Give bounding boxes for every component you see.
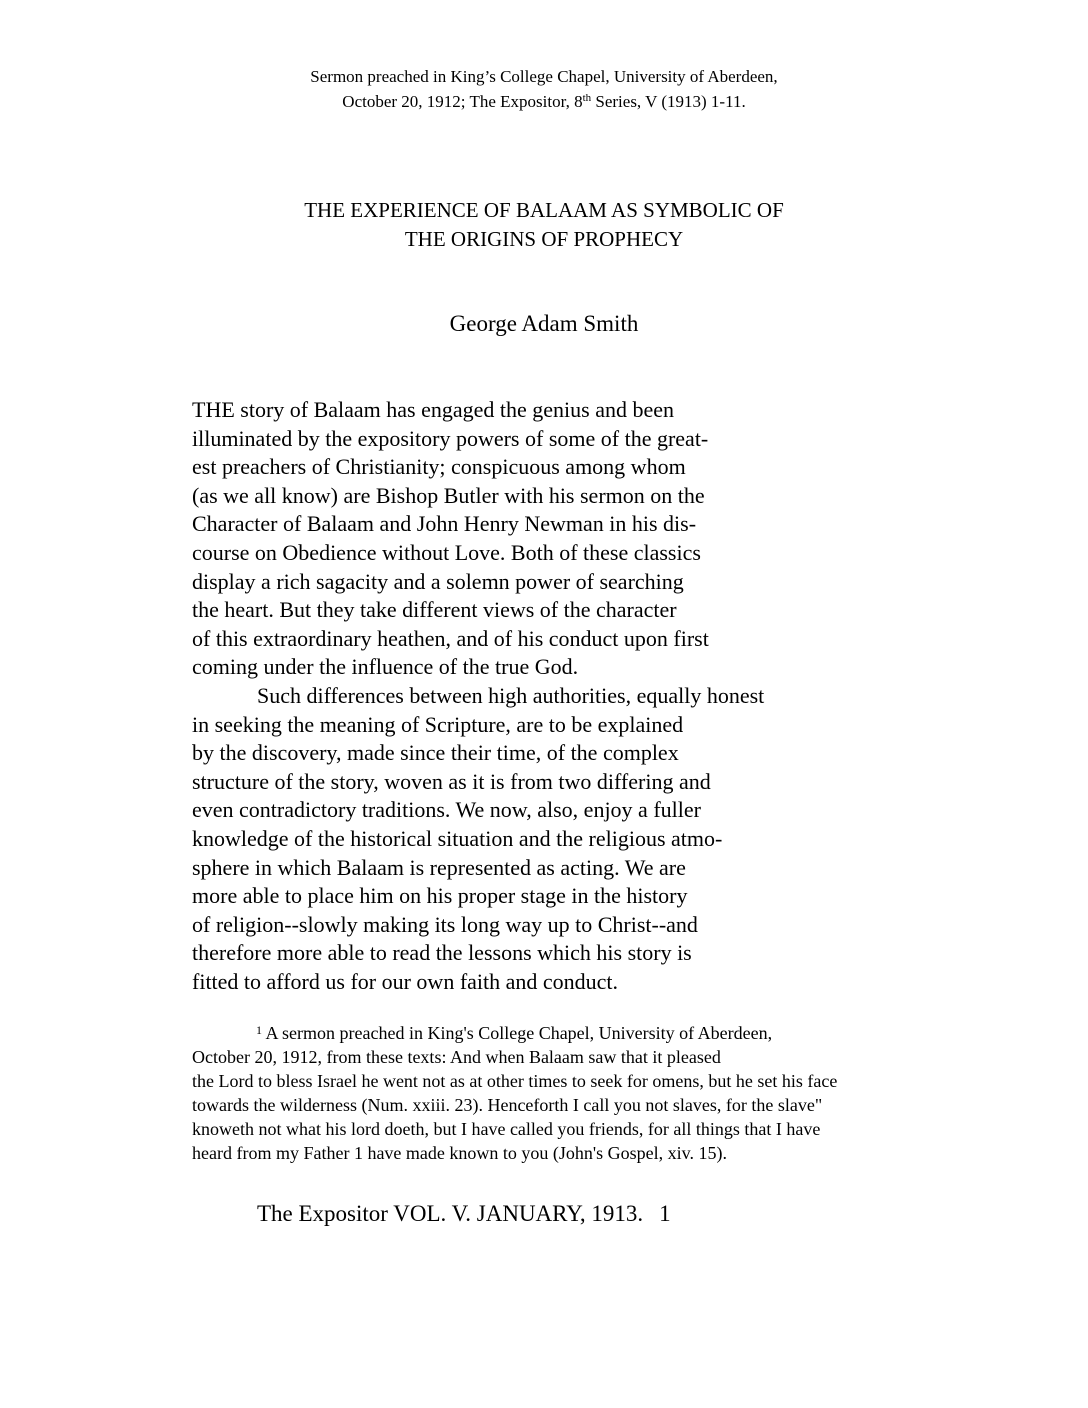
journal-issue: The Expositor VOL. V. JANUARY, 1913.	[257, 1201, 644, 1226]
body-line: fitted to afford us for our own faith and conduct.	[192, 968, 619, 994]
source-citation-date: October 20, 1912; The Expositor, 8	[342, 92, 583, 111]
footnote-line-5: knoweth not what his lord doeth, but I have called you friends, for all things that I have	[192, 1119, 821, 1139]
footnote-line-3: the Lord to bless Israel he went not as at other times to seek for omens, but he set his face	[192, 1071, 838, 1091]
body-line: of religion--slowly making its long way up to Christ--and	[192, 911, 698, 937]
body-line: illuminated by the expository powers of some of the great-	[192, 425, 709, 451]
body-line: est preachers of Christianity; conspicuous among whom	[192, 454, 686, 480]
page-footer	[257, 1199, 671, 1229]
footnote-line-2: October 20, 1912, from these texts: And when Balaam saw that it pleased	[192, 1047, 721, 1067]
source-citation-line-2	[0, 89, 1088, 114]
page-number: 1	[659, 1201, 671, 1226]
document-title-line-1: THE EXPERIENCE OF BALAAM AS SYMBOLIC OF	[304, 198, 784, 222]
source-citation-series: Series, V (1913) 1-11.	[591, 92, 746, 111]
ordinal-superscript: th	[582, 92, 592, 104]
body-line: of this extraordinary heathen, and of his conduct upon first	[192, 625, 709, 651]
body-line: course on Obedience without Love. Both of these classics	[192, 539, 701, 565]
body-line: THE story of Balaam has engaged the genius and been	[192, 397, 675, 422]
document-title	[0, 196, 1088, 254]
body-paragraph-2-first-line: Such differences between high authorities, equally honest	[257, 682, 765, 708]
footnote-line-1	[192, 1021, 1052, 1045]
body-line: display a rich sagacity and a solemn power of searching	[192, 568, 684, 594]
body-line: by the discovery, made since their time, of the complex	[192, 740, 679, 766]
footnote-line-1-text: A sermon preached in King's College Chapel, University of Aberdeen,	[262, 1023, 773, 1043]
footnote-line-6: heard from my Father 1 have made known to you (John's Gospel, xiv. 15).	[192, 1143, 727, 1163]
body-line: even contradictory traditions. We now, also, enjoy a fuller	[192, 797, 701, 823]
body-line: more able to place him on his proper stage in the history	[192, 883, 688, 909]
footnote	[192, 1021, 1052, 1165]
footnote-marker: 1	[256, 1023, 262, 1037]
body-line: Character of Balaam and John Henry Newman in his dis-	[192, 511, 697, 537]
source-citation-line-1: Sermon preached in King’s College Chapel, University of Aberdeen,	[310, 67, 778, 86]
body-line: the heart. But they take different views of the character	[192, 597, 677, 623]
source-citation	[0, 64, 1088, 114]
body-text	[192, 396, 892, 996]
body-line: sphere in which Balaam is represented as acting. We are	[192, 854, 686, 880]
body-line: structure of the story, woven as it is from two differing and	[192, 768, 711, 794]
body-line: therefore more able to read the lessons which his story is	[192, 940, 692, 966]
body-line: (as we all know) are Bishop Butler with his sermon on the	[192, 482, 705, 508]
body-line: in seeking the meaning of Scripture, are to be explained	[192, 711, 684, 737]
footnote-line-4: towards the wilderness (Num. xxiii. 23). Henceforth I call you not slaves, for the slave"	[192, 1095, 823, 1115]
body-line: knowledge of the historical situation and the religious atmo-	[192, 825, 723, 851]
author-name: George Adam Smith	[449, 311, 639, 336]
document-title-line-2: THE ORIGINS OF PROPHECY	[404, 227, 684, 251]
body-line: coming under the influence of the true God.	[192, 654, 579, 680]
